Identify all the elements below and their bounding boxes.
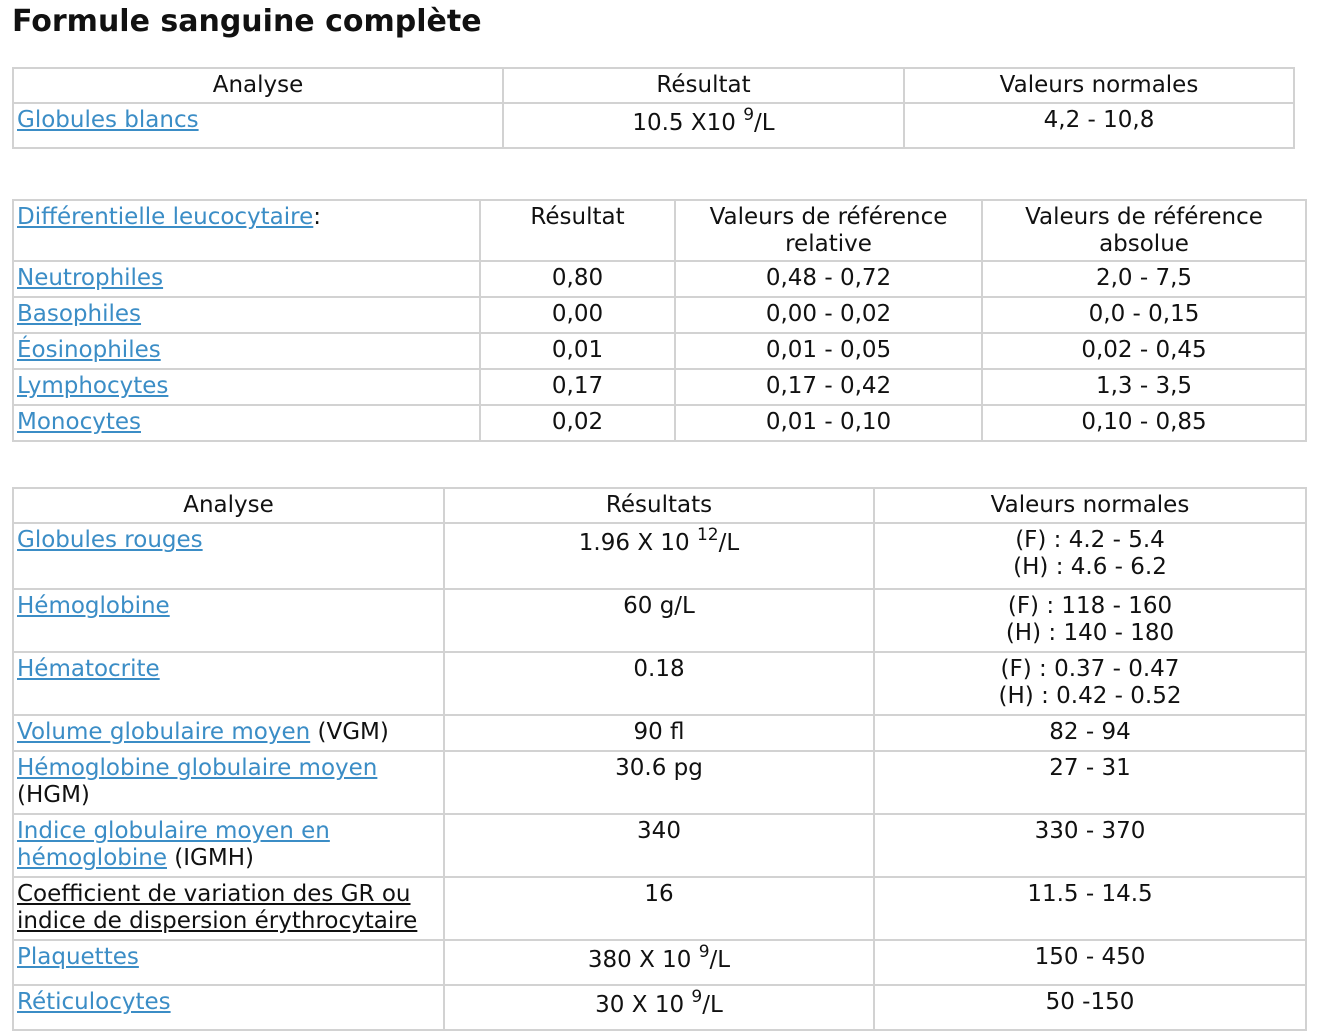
normal-cell: 11.5 - 14.5 [874, 877, 1306, 940]
neutrophiles-link[interactable]: Neutrophiles [17, 265, 164, 291]
volume-globulaire-moyen-link[interactable]: Volume globulaire moyen [17, 719, 311, 745]
normal-cell [874, 523, 1306, 589]
differentielle-leucocytaire-link[interactable]: Différentielle leucocytaire [17, 204, 314, 230]
white-cell-table [12, 67, 1295, 149]
table-header-row [13, 200, 1306, 261]
reticulocytes-link[interactable]: Réticulocytes [17, 989, 171, 1015]
globules-blancs-link[interactable]: Globules blancs [17, 107, 199, 133]
result-cell: 340 [444, 814, 874, 877]
result-exponent: 9 [698, 942, 710, 963]
absolute-cell: 1,3 - 3,5 [982, 369, 1306, 405]
result-unit: /L [754, 110, 775, 136]
abbreviation: (HGM) [17, 782, 90, 808]
normal-cell: 150 - 450 [874, 940, 1306, 985]
result-value: 1.96 X 10 [578, 530, 697, 556]
page-title: Formule sanguine complète [12, 4, 482, 39]
header-resultats: Résultats [444, 488, 874, 523]
result-cell: 0.18 [444, 652, 874, 715]
result-cell: 0,80 [480, 261, 675, 297]
normal-male: (H) : 0.42 - 0.52 [998, 683, 1182, 709]
result-exponent: 9 [691, 987, 703, 1008]
analyse-cell [13, 405, 480, 441]
table-row [13, 985, 1306, 1030]
analyse-cell [13, 589, 444, 652]
header-analyse [13, 200, 480, 261]
result-unit: /L [718, 530, 740, 556]
link-line-1: Indice globulaire moyen en [17, 818, 330, 844]
result-cell: 30.6 pg [444, 751, 874, 814]
normal-cell: 82 - 94 [874, 715, 1306, 751]
coefficient-variation-label [17, 881, 417, 934]
normal-cell [874, 652, 1306, 715]
result-value: 380 X 10 [587, 947, 699, 973]
normal-female: (F) : 4.2 - 5.4 [1015, 527, 1165, 553]
absolute-cell: 0,10 - 0,85 [982, 405, 1306, 441]
result-cell: 0,17 [480, 369, 675, 405]
result-cell [444, 940, 874, 985]
table-row [13, 814, 1306, 877]
table-row [13, 405, 1306, 441]
normal-male: (H) : 140 - 180 [1005, 620, 1175, 646]
table-row [13, 523, 1306, 589]
table-header-row [13, 68, 1294, 103]
table-row [13, 333, 1306, 369]
header-analyse: Analyse [13, 68, 503, 103]
absolute-cell: 0,0 - 0,15 [982, 297, 1306, 333]
table-row [13, 369, 1306, 405]
table-row [13, 877, 1306, 940]
analyse-cell [13, 369, 480, 405]
analyse-cell [13, 261, 480, 297]
result-cell: 0,00 [480, 297, 675, 333]
normal-cell: 27 - 31 [874, 751, 1306, 814]
normal-female: (F) : 0.37 - 0.47 [1000, 656, 1180, 682]
result-cell [503, 103, 904, 148]
analyse-cell [13, 652, 444, 715]
normal-female: (F) : 118 - 160 [1007, 593, 1173, 619]
relative-cell: 0,00 - 0,02 [675, 297, 982, 333]
table-row [13, 261, 1306, 297]
table-row [13, 652, 1306, 715]
analyse-cell [13, 103, 503, 148]
result-cell [444, 985, 874, 1030]
label-line-1: Coefficient de variation des GR ou [17, 881, 411, 907]
result-exponent: 9 [743, 105, 755, 126]
globules-rouges-link[interactable]: Globules rouges [17, 527, 203, 553]
table-row [13, 103, 1294, 148]
red-cell-table [12, 487, 1307, 1031]
analyse-cell [13, 297, 480, 333]
normal-cell: 50 -150 [874, 985, 1306, 1030]
result-cell: 60 g/L [444, 589, 874, 652]
analyse-cell [13, 877, 444, 940]
relative-cell: 0,01 - 0,10 [675, 405, 982, 441]
normal-cell [874, 589, 1306, 652]
analyse-cell [13, 523, 444, 589]
result-value: 10.5 X10 [632, 110, 744, 136]
eosinophiles-link[interactable]: Éosinophiles [17, 337, 161, 363]
result-exponent: 12 [696, 525, 719, 546]
header-resultat: Résultat [503, 68, 904, 103]
abbreviation: (IGMH) [166, 845, 254, 871]
table-row [13, 715, 1306, 751]
label-line-2: indice de dispersion érythrocytaire [17, 908, 418, 934]
table-row [13, 589, 1306, 652]
header-analyse: Analyse [13, 488, 444, 523]
analyse-cell [13, 985, 444, 1030]
relative-cell: 0,17 - 0,42 [675, 369, 982, 405]
result-unit: /L [709, 947, 731, 973]
header-relative: Valeurs de référence relative [675, 200, 982, 261]
absolute-cell: 2,0 - 7,5 [982, 261, 1306, 297]
table-header-row [13, 488, 1306, 523]
hemoglobine-globulaire-moyen-link[interactable]: Hémoglobine globulaire moyen [17, 755, 378, 781]
analyse-cell [13, 715, 444, 751]
result-value: 30 X 10 [595, 992, 692, 1018]
result-cell [444, 523, 874, 589]
analyse-cell [13, 940, 444, 985]
analyse-cell [13, 814, 444, 877]
plaquettes-link[interactable]: Plaquettes [17, 944, 139, 970]
header-valeurs-normales: Valeurs normales [904, 68, 1294, 103]
normal-cell: 4,2 - 10,8 [904, 103, 1294, 148]
basophiles-link[interactable]: Basophiles [17, 301, 142, 327]
analyse-cell [13, 333, 480, 369]
header-valeurs-normales: Valeurs normales [874, 488, 1306, 523]
analyse-cell [13, 751, 444, 814]
hemoglobine-link[interactable]: Hémoglobine [17, 593, 170, 619]
result-cell: 0,02 [480, 405, 675, 441]
normal-cell: 330 - 370 [874, 814, 1306, 877]
relative-cell: 0,01 - 0,05 [675, 333, 982, 369]
monocytes-link[interactable]: Monocytes [17, 409, 141, 435]
header-resultat: Résultat [480, 200, 675, 261]
result-cell: 16 [444, 877, 874, 940]
table-row [13, 940, 1306, 985]
link-line-2: hémoglobine [17, 845, 167, 871]
result-cell: 0,01 [480, 333, 675, 369]
relative-cell: 0,48 - 0,72 [675, 261, 982, 297]
result-unit: /L [702, 992, 723, 1018]
absolute-cell: 0,02 - 0,45 [982, 333, 1306, 369]
result-cell: 90 fl [444, 715, 874, 751]
lymphocytes-link[interactable]: Lymphocytes [17, 373, 169, 399]
header-absolute: Valeurs de référence absolue [982, 200, 1306, 261]
table-row [13, 751, 1306, 814]
leukocyte-differential-table [12, 199, 1307, 442]
header-colon: : [313, 204, 322, 230]
abbreviation: (VGM) [310, 719, 389, 745]
hematocrite-link[interactable]: Hématocrite [17, 656, 160, 682]
table-row [13, 297, 1306, 333]
normal-male: (H) : 4.6 - 6.2 [1013, 554, 1167, 580]
